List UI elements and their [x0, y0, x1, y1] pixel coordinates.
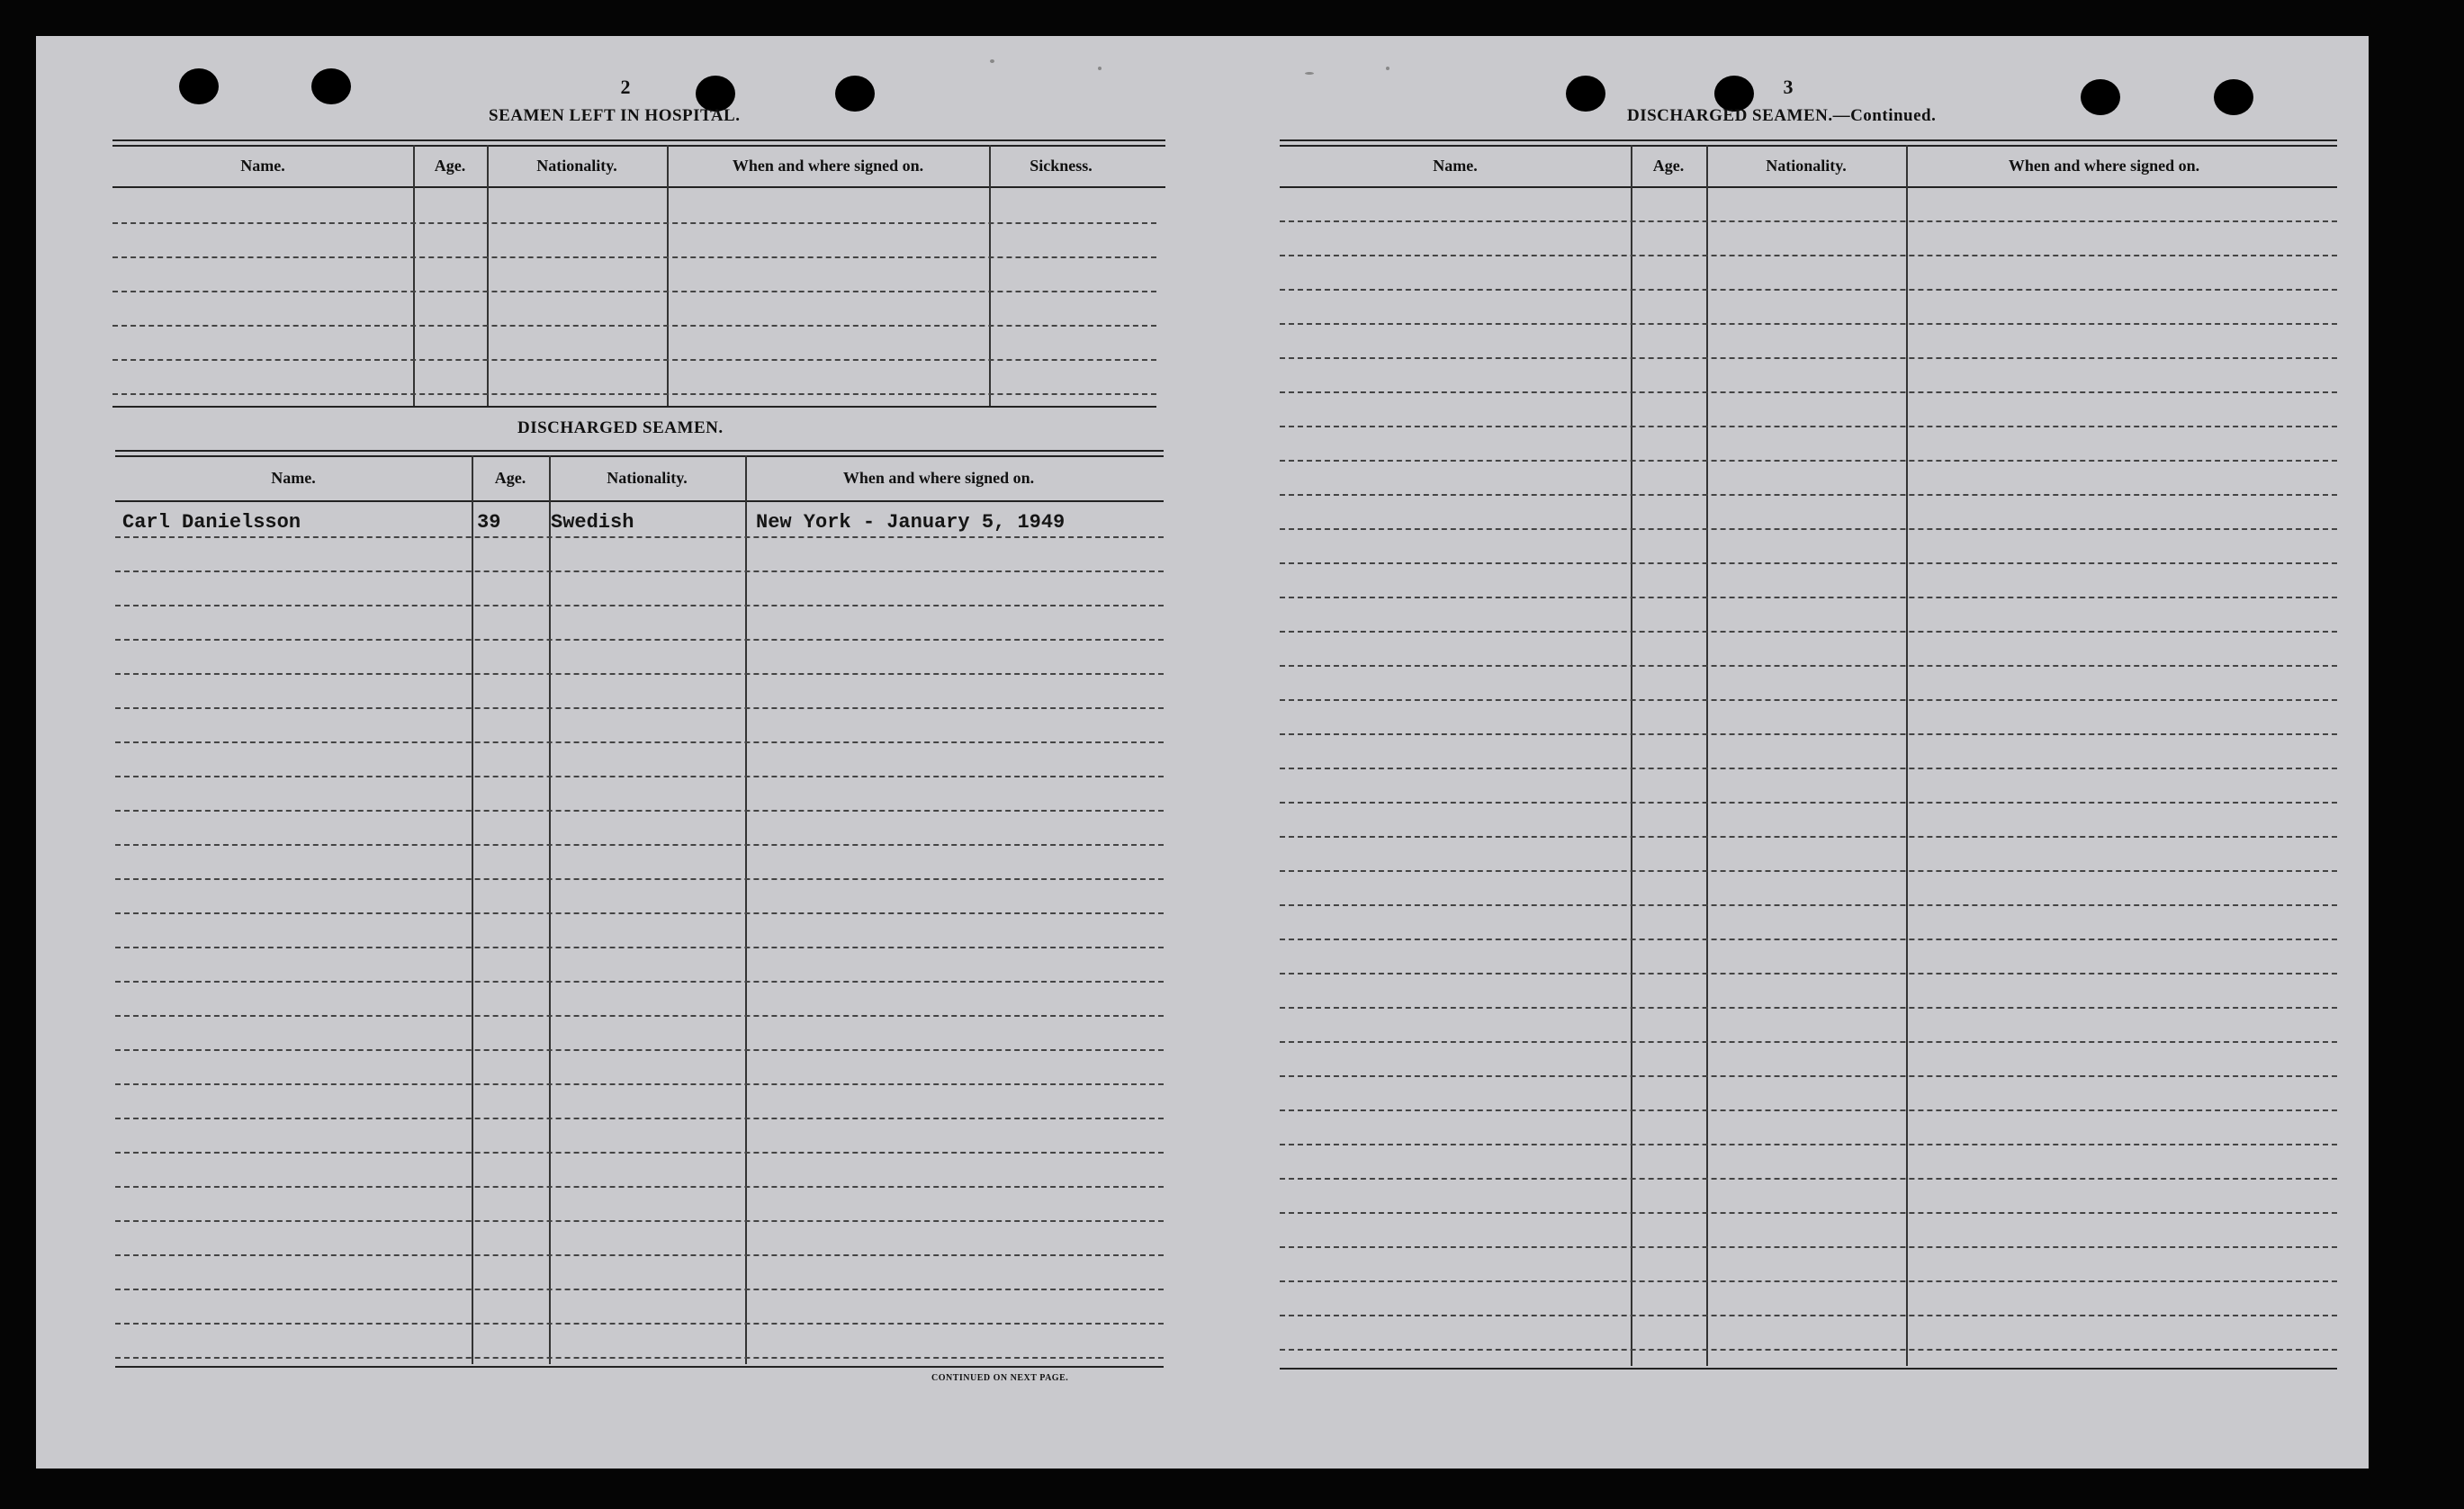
document-paper	[36, 36, 2369, 1469]
discharged-table	[115, 450, 1168, 1404]
punch-hole	[835, 76, 875, 112]
hospital-col-signed-on: When and where signed on.	[732, 157, 924, 175]
punch-hole	[1566, 76, 1605, 112]
hospital-col-sickness: Sickness.	[1030, 157, 1093, 175]
discharged-col-age: Age.	[494, 469, 526, 487]
hospital-table	[112, 139, 1165, 445]
seaman-nationality: Swedish	[551, 511, 634, 534]
discharged-col-signed-on: When and where signed on.	[842, 469, 1035, 487]
discharged-col-name: Name.	[271, 469, 316, 487]
hospital-col-name: Name.	[240, 157, 285, 175]
continued-col-age: Age.	[1652, 157, 1685, 175]
continued-footer: CONTINUED ON NEXT PAGE.	[931, 1373, 1069, 1383]
page-number: 2	[620, 76, 631, 98]
hospital-section-title: SEAMEN LEFT IN HOSPITAL.	[489, 106, 741, 125]
hospital-col-nationality: Nationality.	[536, 157, 617, 175]
paper-speck	[1305, 72, 1314, 75]
punch-hole	[179, 68, 219, 104]
punch-hole	[311, 68, 351, 104]
paper-speck	[1386, 67, 1389, 70]
paper-speck	[990, 59, 994, 63]
paper-speck	[1098, 67, 1102, 70]
seaman-signed-on: New York - January 5, 1949	[756, 511, 1066, 534]
continued-col-nationality: Nationality.	[1766, 157, 1847, 175]
discharged-col-nationality: Nationality.	[607, 469, 688, 487]
discharged-section-title: DISCHARGED SEAMEN.	[517, 418, 724, 437]
continued-col-signed-on: When and where signed on.	[2008, 157, 2200, 175]
seaman-name: Carl Danielsson	[122, 511, 301, 534]
page-number: 3	[1783, 76, 1794, 98]
discharged-continued-title: DISCHARGED SEAMEN.—Continued.	[1627, 106, 1937, 125]
hospital-col-age: Age.	[434, 157, 466, 175]
punch-hole	[2214, 79, 2253, 115]
discharged-continued-table	[1280, 139, 2337, 1408]
seaman-age: 39	[477, 511, 501, 534]
punch-hole	[2081, 79, 2120, 115]
continued-col-name: Name.	[1433, 157, 1478, 175]
